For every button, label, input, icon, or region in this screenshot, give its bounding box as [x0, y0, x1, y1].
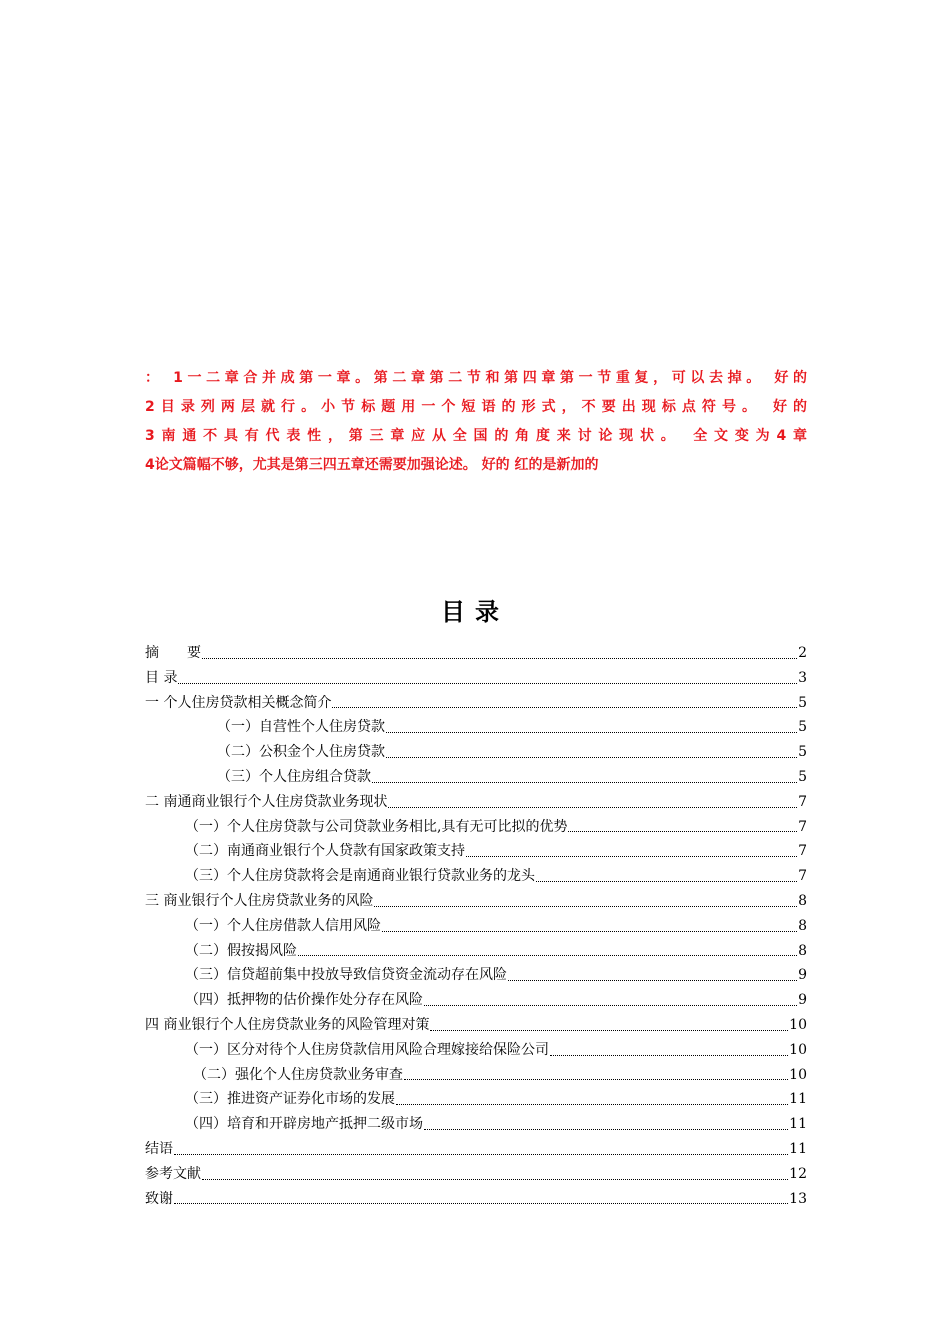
- toc-entry[interactable]: [145, 1013, 807, 1038]
- toc-entry-title: （三）信贷超前集中投放导致信贷资金流动存在风险: [185, 967, 507, 984]
- toc-entry-title: （三）推进资产证券化市场的发展: [185, 1091, 395, 1108]
- toc-entry-title: （二）公积金个人住房贷款: [217, 744, 385, 761]
- toc-entry-page: 10: [789, 1041, 807, 1058]
- toc-leader-dots: [332, 707, 797, 708]
- toc-entry[interactable]: [145, 889, 807, 914]
- toc-entry-page: 12: [789, 1165, 807, 1182]
- toc-entry-page: 11: [789, 1116, 807, 1133]
- toc-entry-page: 13: [789, 1190, 807, 1207]
- toc-leader-dots: [382, 931, 797, 932]
- toc-entry[interactable]: [145, 715, 807, 740]
- toc-leader-dots: [404, 1079, 788, 1080]
- toc-entry-title: （一）个人住房贷款与公司贷款业务相比,具有无可比拟的优势: [185, 818, 568, 835]
- toc-leader-dots: [550, 1055, 788, 1056]
- toc-entry-page: 7: [798, 818, 807, 835]
- toc-leader-dots: [202, 1179, 788, 1180]
- toc-entry-title: （二）假按揭风险: [185, 942, 297, 959]
- toc-leader-dots: [374, 906, 797, 907]
- toc-leader-dots: [298, 955, 797, 956]
- toc-leader-dots: [386, 757, 797, 758]
- toc-entry-title: 二 南通商业银行个人住房贷款业务现状: [145, 793, 388, 810]
- toc-entry-page: 10: [789, 1066, 807, 1083]
- toc-entry-title: 三 商业银行个人住房贷款业务的风险: [145, 892, 374, 909]
- toc-entry-page: 5: [798, 694, 807, 711]
- note-line-2: 2目录列两层就行。小节标题用一个短语的形式，不要出现标点符号。 好的: [145, 399, 807, 415]
- toc-leader-dots: [508, 980, 797, 981]
- note-line-3: 3南通不具有代表性，第三章应从全国的角度来讨论现状。 全文变为4章: [145, 428, 807, 444]
- toc-entry-page: 8: [798, 942, 807, 959]
- toc-entry-title: （二）强化个人住房贷款业务审查: [193, 1066, 403, 1083]
- toc-leader-dots: [536, 881, 797, 882]
- toc-entry-title: （三）个人住房贷款将会是南通商业银行贷款业务的龙头: [185, 868, 535, 885]
- toc-entry[interactable]: [145, 939, 807, 964]
- toc-entry[interactable]: [145, 1137, 807, 1162]
- toc-entry-page: 7: [798, 843, 807, 860]
- toc-entry-title: （一）自营性个人住房贷款: [217, 719, 385, 736]
- toc-entry[interactable]: [145, 815, 807, 840]
- toc-entry[interactable]: [145, 666, 807, 691]
- toc-leader-dots: [424, 1129, 788, 1130]
- toc-entry[interactable]: [145, 864, 807, 889]
- toc-leader-dots: [466, 856, 797, 857]
- toc-entry-title: （一）区分对待个人住房贷款信用风险合理嫁接给保险公司: [185, 1041, 549, 1058]
- toc-entry-title: 致谢: [145, 1190, 173, 1207]
- toc-leader-dots: [178, 683, 797, 684]
- toc-entry[interactable]: [145, 1087, 807, 1112]
- toc-entry[interactable]: [145, 691, 807, 716]
- toc-entry-page: 5: [798, 719, 807, 736]
- toc-entry-page: 2: [798, 645, 807, 661]
- toc-entry-title: 一 个人住房贷款相关概念简介: [145, 694, 332, 711]
- toc-entry-title: 参考文献: [145, 1165, 201, 1182]
- toc-entry[interactable]: [145, 963, 807, 988]
- toc-entry-page: 5: [798, 744, 807, 761]
- toc-entry[interactable]: [145, 914, 807, 939]
- toc-entry-page: 11: [789, 1140, 807, 1157]
- toc-entry[interactable]: [145, 839, 807, 864]
- note-line-4: 4论文篇幅不够，尤其是第三四五章还需要加强论述。 好的 红的是新加的: [145, 457, 599, 473]
- toc-entry-title: （一）个人住房借款人信用风险: [185, 917, 381, 934]
- toc-entry-page: 7: [798, 793, 807, 810]
- toc-entry[interactable]: [145, 641, 807, 666]
- toc-entry-page: 5: [798, 768, 807, 785]
- toc-entry[interactable]: [145, 1112, 807, 1137]
- table-of-contents: [145, 641, 807, 1211]
- toc-leader-dots: [386, 732, 797, 733]
- toc-entry-title: 目 录: [145, 669, 178, 686]
- toc-entry-title: （四）培育和开辟房地产抵押二级市场: [185, 1116, 423, 1133]
- toc-entry-title: 四 商业银行个人住房贷款业务的风险管理对策: [145, 1016, 430, 1033]
- toc-entry-title: 摘 要: [145, 645, 201, 661]
- toc-entry-page: 11: [789, 1091, 807, 1108]
- toc-entry[interactable]: [145, 740, 807, 765]
- toc-entry[interactable]: [145, 988, 807, 1013]
- toc-entry[interactable]: [145, 1038, 807, 1063]
- toc-leader-dots: [202, 658, 797, 659]
- toc-entry-page: 7: [798, 868, 807, 885]
- toc-entry-page: 9: [798, 967, 807, 984]
- toc-entry-page: 9: [798, 992, 807, 1009]
- toc-leader-dots: [388, 807, 797, 808]
- toc-leader-dots: [174, 1203, 788, 1204]
- toc-entry[interactable]: [145, 1162, 807, 1187]
- toc-entry-title: （四）抵押物的估价操作处分存在风险: [185, 992, 423, 1009]
- review-notes: [145, 364, 807, 480]
- toc-leader-dots: [174, 1154, 788, 1155]
- toc-leader-dots: [372, 782, 797, 783]
- toc-leader-dots: [396, 1104, 788, 1105]
- toc-entry-page: 8: [798, 892, 807, 909]
- toc-entry-title: （二）南通商业银行个人贷款有国家政策支持: [185, 843, 465, 860]
- toc-title: 目录: [441, 597, 509, 626]
- toc-leader-dots: [430, 1030, 788, 1031]
- toc-entry-title: （三）个人住房组合贷款: [217, 768, 371, 785]
- toc-entry[interactable]: [145, 1063, 807, 1088]
- toc-entry-page: 10: [789, 1016, 807, 1033]
- toc-leader-dots: [568, 831, 797, 832]
- toc-entry[interactable]: [145, 765, 807, 790]
- toc-entry-page: 3: [798, 669, 807, 686]
- toc-entry-page: 8: [798, 917, 807, 934]
- toc-entry[interactable]: [145, 1187, 807, 1212]
- toc-entry-title: 结语: [145, 1140, 173, 1157]
- toc-entry[interactable]: [145, 790, 807, 815]
- note-line-1: ： 1一二章合并成第一章。第二章第二节和第四章第一节重复，可以去掉。 好的: [145, 370, 807, 386]
- toc-leader-dots: [424, 1005, 797, 1006]
